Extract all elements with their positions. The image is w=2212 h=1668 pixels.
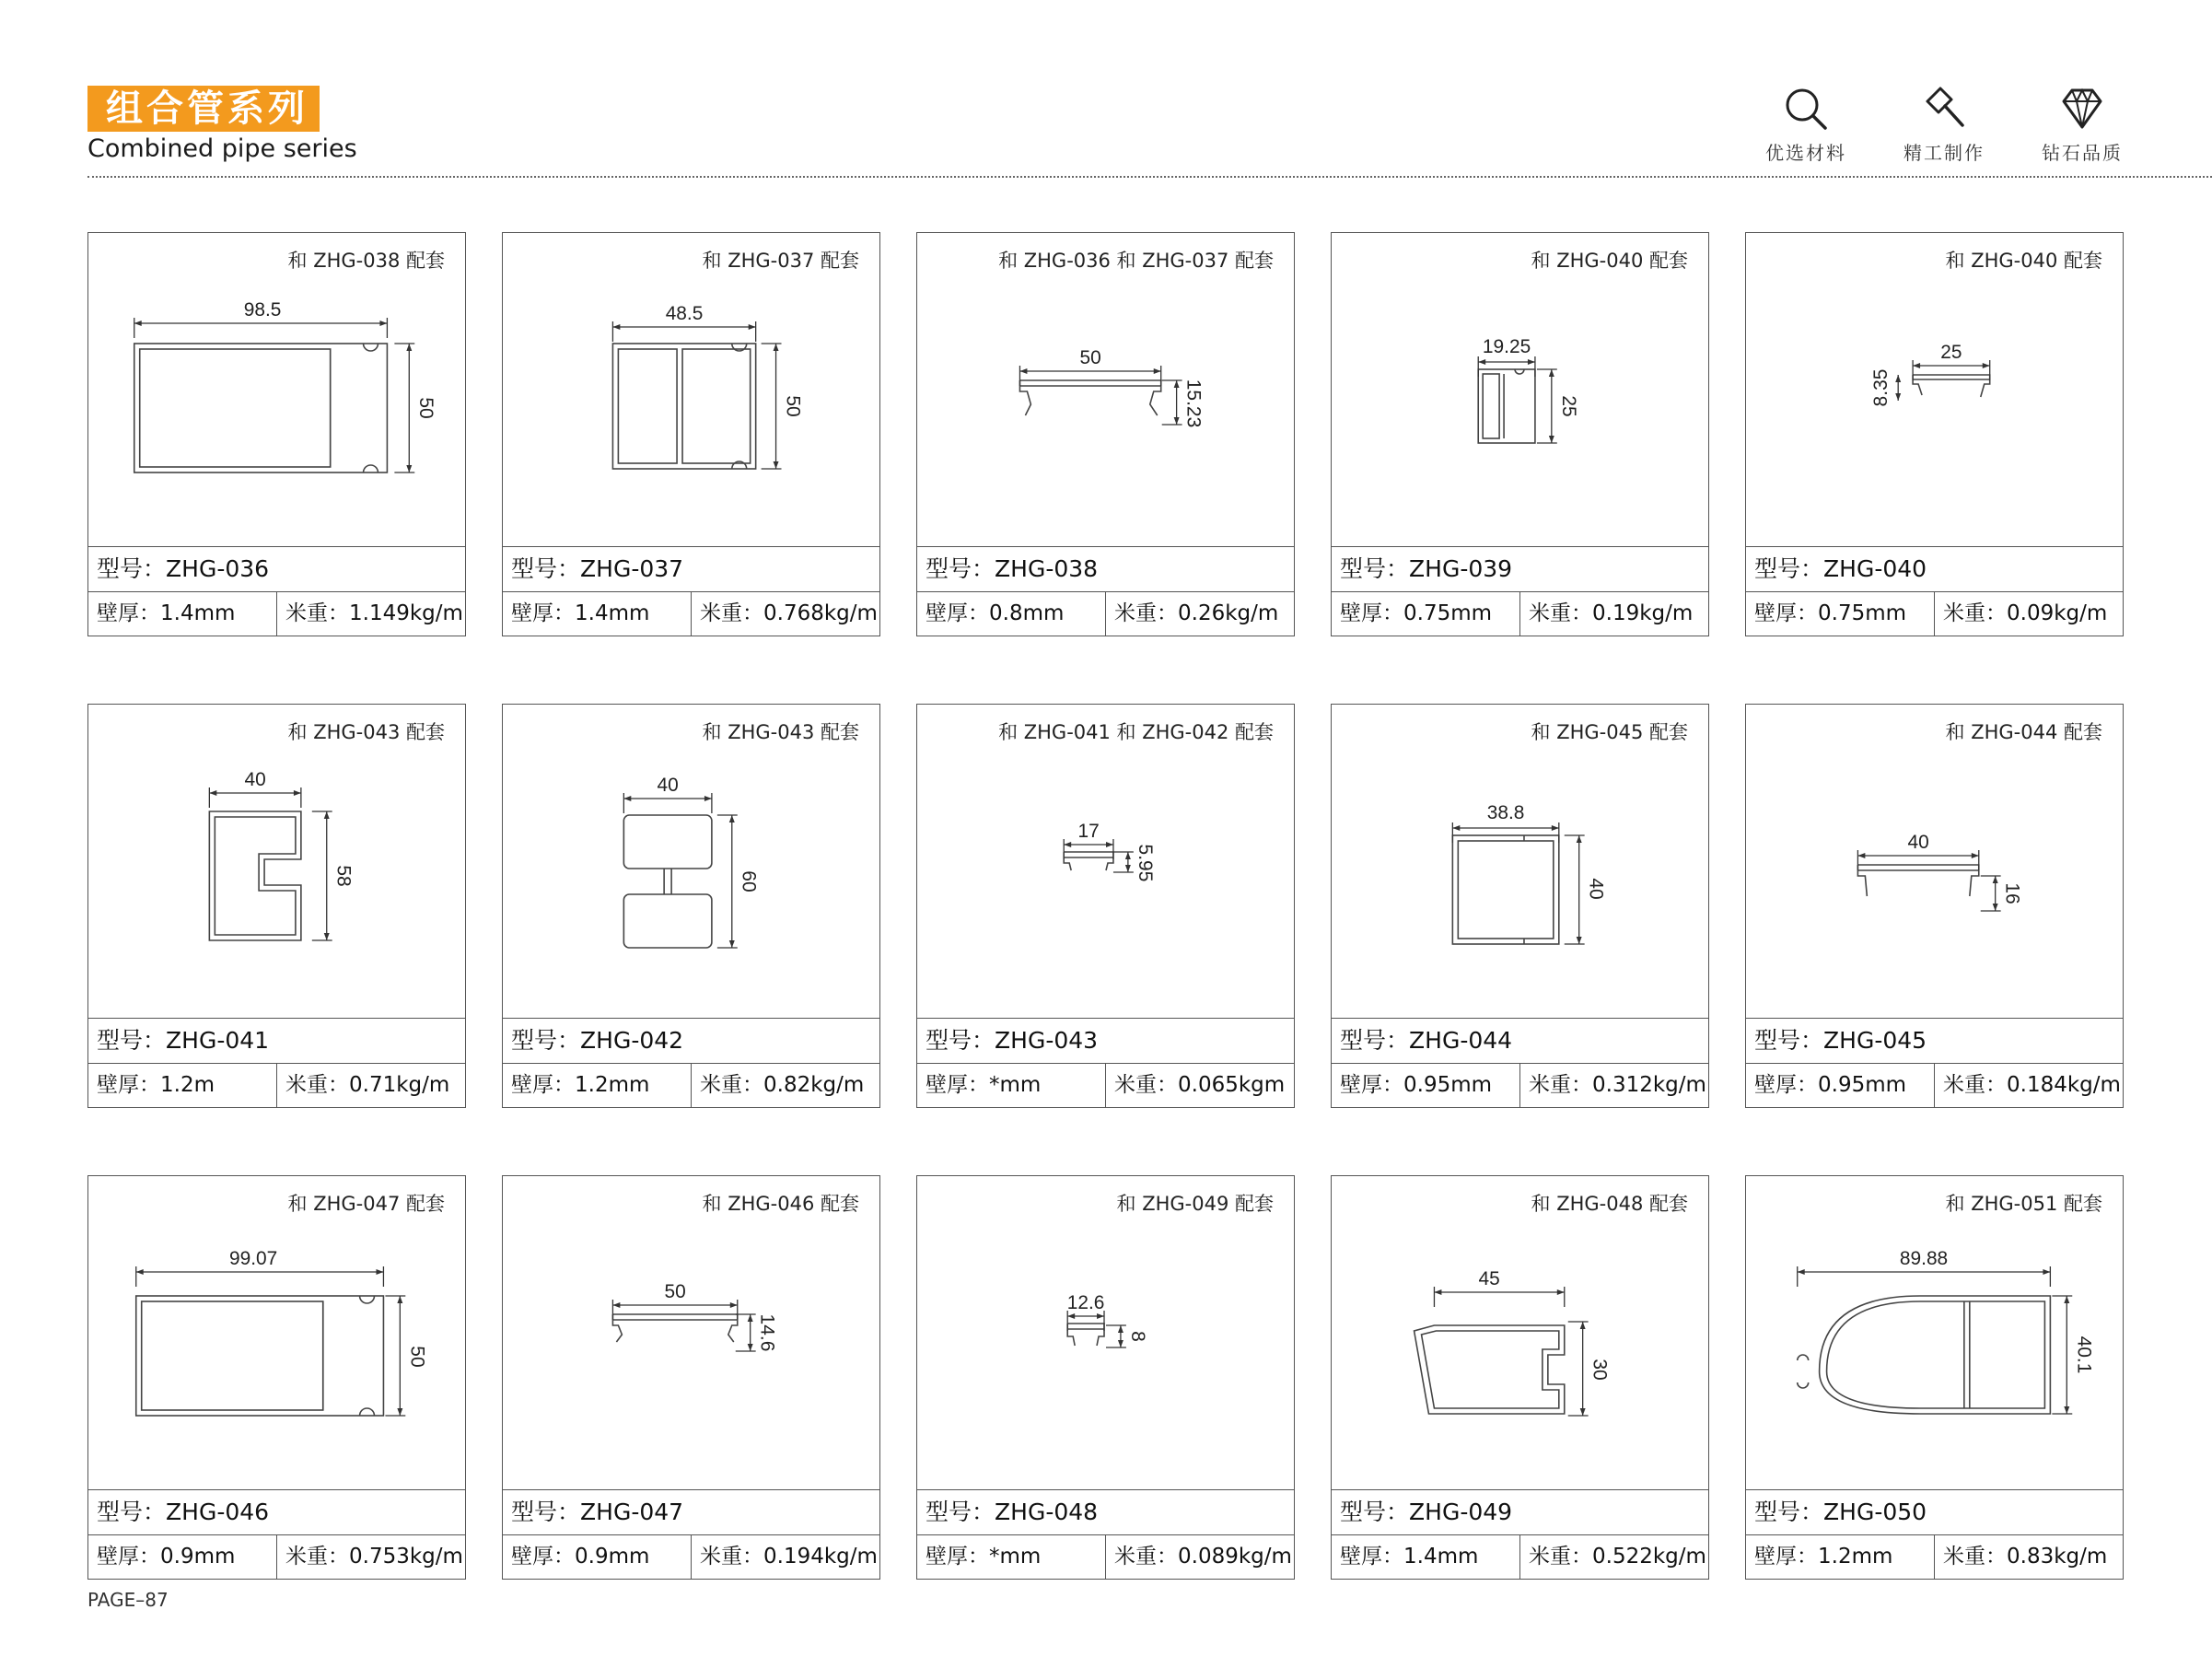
wall-label: 壁厚：: [1340, 601, 1403, 625]
spec-row: [503, 591, 879, 636]
spec-row: [503, 1534, 879, 1579]
profile-drawing: [917, 705, 1294, 1018]
dim-height: 50: [406, 1346, 428, 1368]
weight-label: 米重：: [700, 1545, 763, 1569]
model-number: ZHG-039: [1409, 555, 1513, 582]
dim-width: 45: [1478, 1267, 1500, 1290]
feature-label: 优选材料: [1765, 142, 1846, 164]
feature-label: 精工制作: [1903, 142, 1985, 164]
spec-row: [88, 591, 465, 636]
spec-row: [1746, 1063, 2123, 1107]
product-card: [87, 704, 466, 1108]
dim-width: 40: [657, 774, 679, 797]
product-card: [87, 1175, 466, 1580]
model-row: [1746, 546, 2123, 591]
meter-weight: [1520, 1064, 1708, 1107]
model-row: [1332, 1489, 1708, 1534]
match-note: 和 ZHG-037 配套: [702, 250, 859, 272]
product-card: [1331, 704, 1709, 1108]
spec-row: [1746, 1534, 2123, 1579]
meter-weight: [1935, 1535, 2123, 1579]
model-label: 型号：: [97, 1499, 167, 1525]
dim-width: 19.25: [1482, 335, 1531, 358]
dim-width: 12.6: [1066, 1291, 1105, 1314]
wall-label: 壁厚：: [511, 1545, 575, 1569]
model-number: ZHG-050: [1823, 1499, 1927, 1525]
spec-row: [88, 1063, 465, 1107]
model-row: [503, 1489, 879, 1534]
model-label: 型号：: [1340, 555, 1410, 582]
profile-drawing: [503, 705, 879, 1018]
profile-drawing: [1332, 233, 1708, 546]
dim-width: 50: [1079, 346, 1101, 369]
profile-drawing: [88, 705, 465, 1018]
weight-label: 米重：: [1529, 1073, 1592, 1097]
weight-value: 0.09kg/m: [2007, 601, 2108, 625]
weight-value: 0.768kg/m: [763, 601, 878, 625]
wall-thickness: [1746, 592, 1935, 636]
product-card: [916, 704, 1295, 1108]
wall-label: 壁厚：: [1754, 601, 1818, 625]
weight-value: 0.19kg/m: [1592, 601, 1694, 625]
model-row: [917, 1018, 1294, 1063]
match-note: 和 ZHG-047 配套: [287, 1193, 445, 1215]
wall-thickness: [88, 1535, 277, 1579]
meter-weight: [1520, 592, 1708, 636]
wall-value: 0.75mm: [1818, 601, 1907, 625]
wall-value: 0.9mm: [575, 1545, 650, 1569]
wall-label: 壁厚：: [97, 1545, 160, 1569]
profile-drawing: [503, 233, 879, 546]
dim-height: 50: [782, 395, 804, 417]
product-card: [1745, 232, 2124, 636]
weight-value: 0.753kg/m: [349, 1545, 463, 1569]
model-label: 型号：: [511, 1499, 581, 1525]
wall-value: 0.95mm: [1403, 1073, 1493, 1097]
dim-height: 14.6: [756, 1313, 778, 1352]
match-note: 和 ZHG-040 配套: [1531, 250, 1688, 272]
dim-width: 89.88: [1899, 1247, 1949, 1270]
meter-weight: [277, 1535, 465, 1579]
meter-weight: [1106, 1535, 1294, 1579]
product-card: [87, 232, 466, 636]
model-label: 型号：: [1754, 1499, 1824, 1525]
meter-weight: [692, 592, 879, 636]
wall-thickness: [503, 1535, 692, 1579]
search-icon: [1782, 85, 1830, 133]
wall-value: 1.4mm: [160, 601, 236, 625]
wall-thickness: [1332, 592, 1520, 636]
product-card: [502, 1175, 880, 1580]
spec-row: [503, 1063, 879, 1107]
model-number: ZHG-042: [580, 1027, 684, 1054]
wall-thickness: [88, 1064, 277, 1107]
weight-label: 米重：: [700, 1073, 763, 1097]
dim-height: 30: [1589, 1359, 1611, 1381]
wall-label: 壁厚：: [926, 1545, 989, 1569]
page-title-badge: 组合管系列: [87, 86, 320, 132]
model-label: 型号：: [1754, 1027, 1824, 1054]
profile-drawing: [1746, 1176, 2123, 1489]
meter-weight: [1106, 1064, 1294, 1107]
wall-thickness: [917, 1535, 1106, 1579]
weight-label: 米重：: [285, 1073, 349, 1097]
dim-height: 40.1: [2073, 1336, 2095, 1374]
wall-thickness: [1746, 1535, 1935, 1579]
product-card: [1331, 232, 1709, 636]
wall-thickness: [88, 592, 277, 636]
product-card: [1745, 704, 2124, 1108]
wall-value: 1.4mm: [1403, 1545, 1479, 1569]
weight-label: 米重：: [285, 1545, 349, 1569]
match-note: 和 ZHG-043 配套: [287, 721, 445, 743]
model-number: ZHG-043: [995, 1027, 1099, 1054]
spec-row: [1332, 1063, 1708, 1107]
profile-drawing: [917, 233, 1294, 546]
model-row: [88, 546, 465, 591]
weight-label: 米重：: [1529, 1545, 1592, 1569]
model-row: [88, 1018, 465, 1063]
weight-value: 0.82kg/m: [763, 1073, 865, 1097]
header-divider: [87, 176, 2212, 178]
wall-label: 壁厚：: [97, 1073, 160, 1097]
wall-label: 壁厚：: [511, 601, 575, 625]
wall-value: 1.2mm: [575, 1073, 650, 1097]
wall-value: *mm: [989, 1545, 1042, 1569]
model-number: ZHG-049: [1409, 1499, 1513, 1525]
model-number: ZHG-036: [166, 555, 270, 582]
match-note: 和 ZHG-038 配套: [287, 250, 445, 272]
dim-height: 8.35: [1870, 368, 1892, 407]
profile-drawing: [1332, 1176, 1708, 1489]
wall-value: 1.2mm: [1818, 1545, 1893, 1569]
spec-row: [88, 1534, 465, 1579]
model-number: ZHG-044: [1409, 1027, 1513, 1054]
model-row: [88, 1489, 465, 1534]
wall-label: 壁厚：: [1340, 1545, 1403, 1569]
weight-label: 米重：: [1114, 1073, 1178, 1097]
weight-value: 0.522kg/m: [1592, 1545, 1706, 1569]
diamond-icon: [2058, 85, 2106, 133]
model-label: 型号：: [97, 1027, 167, 1054]
model-label: 型号：: [926, 1499, 995, 1525]
meter-weight: [692, 1535, 879, 1579]
wall-value: 0.8mm: [989, 601, 1065, 625]
model-label: 型号：: [97, 555, 167, 582]
dim-width: 40: [244, 768, 266, 791]
model-row: [1332, 1018, 1708, 1063]
weight-value: 0.194kg/m: [763, 1545, 878, 1569]
model-label: 型号：: [926, 1027, 995, 1054]
dim-width: 17: [1077, 820, 1100, 843]
dim-width: 98.5: [243, 298, 282, 321]
weight-value: 0.065kgm: [1178, 1073, 1286, 1097]
wall-thickness: [1746, 1064, 1935, 1107]
profile-drawing: [1746, 705, 2123, 1018]
profile-drawing: [88, 233, 465, 546]
weight-value: 0.312kg/m: [1592, 1073, 1706, 1097]
model-row: [503, 546, 879, 591]
product-card: [916, 1175, 1295, 1580]
dim-width: 99.07: [228, 1247, 278, 1270]
dim-height: 5.95: [1134, 844, 1156, 882]
model-number: ZHG-040: [1823, 555, 1927, 582]
wall-label: 壁厚：: [926, 601, 989, 625]
model-row: [917, 1489, 1294, 1534]
weight-label: 米重：: [1943, 1545, 2007, 1569]
model-number: ZHG-041: [166, 1027, 270, 1054]
weight-value: 1.149kg/m: [349, 601, 463, 625]
product-card: [502, 232, 880, 636]
model-label: 型号：: [511, 555, 581, 582]
hammer-icon: [1920, 85, 1968, 133]
model-number: ZHG-037: [580, 555, 684, 582]
model-number: ZHG-048: [995, 1499, 1099, 1525]
model-number: ZHG-047: [580, 1499, 684, 1525]
weight-label: 米重：: [1529, 601, 1592, 625]
meter-weight: [1935, 1064, 2123, 1107]
weight-label: 米重：: [1114, 601, 1178, 625]
wall-thickness: [503, 1064, 692, 1107]
wall-label: 壁厚：: [1340, 1073, 1403, 1097]
match-note: 和 ZHG-049 配套: [1116, 1193, 1274, 1215]
meter-weight: [277, 1064, 465, 1107]
profile-drawing: [88, 1176, 465, 1489]
model-row: [503, 1018, 879, 1063]
feature-materials: [1737, 85, 1875, 165]
spec-row: [1746, 591, 2123, 636]
dim-height: 25: [1557, 395, 1579, 417]
product-card: [916, 232, 1295, 636]
dim-height: 40: [1585, 878, 1607, 900]
profile-drawing: [917, 1176, 1294, 1489]
model-number: ZHG-038: [995, 555, 1099, 582]
wall-value: 1.4mm: [575, 601, 650, 625]
dim-width: 48.5: [665, 302, 704, 325]
meter-weight: [1106, 592, 1294, 636]
wall-label: 壁厚：: [1754, 1545, 1818, 1569]
wall-value: 0.75mm: [1403, 601, 1493, 625]
model-row: [1332, 546, 1708, 591]
weight-label: 米重：: [1943, 601, 2007, 625]
dim-width: 50: [664, 1280, 686, 1303]
wall-value: 1.2m: [160, 1073, 215, 1097]
model-row: [1746, 1489, 2123, 1534]
profile-drawing: [1332, 705, 1708, 1018]
model-number: ZHG-046: [166, 1499, 270, 1525]
profile-drawing: [1746, 233, 2123, 546]
spec-row: [917, 1063, 1294, 1107]
meter-weight: [1520, 1535, 1708, 1579]
wall-thickness: [1332, 1064, 1520, 1107]
dim-height: 50: [415, 397, 437, 419]
model-row: [917, 546, 1294, 591]
dim-height: 60: [738, 870, 760, 892]
match-note: 和 ZHG-048 配套: [1531, 1193, 1688, 1215]
match-note: 和 ZHG-046 配套: [702, 1193, 859, 1215]
wall-value: 0.95mm: [1818, 1073, 1907, 1097]
feature-quality: [2013, 85, 2151, 165]
dim-height: 15.23: [1182, 379, 1205, 428]
dim-width: 40: [1907, 831, 1929, 854]
model-number: ZHG-045: [1823, 1027, 1927, 1054]
weight-value: 0.71kg/m: [349, 1073, 450, 1097]
match-note: 和 ZHG-040 配套: [1945, 250, 2102, 272]
match-note: 和 ZHG-036 和 ZHG-037 配套: [998, 250, 1274, 272]
wall-label: 壁厚：: [926, 1073, 989, 1097]
meter-weight: [1935, 592, 2123, 636]
match-note: 和 ZHG-043 配套: [702, 721, 859, 743]
model-label: 型号：: [926, 555, 995, 582]
weight-value: 0.089kg/m: [1178, 1545, 1292, 1569]
weight-label: 米重：: [1114, 1545, 1178, 1569]
product-card: [502, 704, 880, 1108]
wall-thickness: [917, 592, 1106, 636]
spec-row: [917, 1534, 1294, 1579]
dim-height: 16: [2001, 882, 2023, 904]
dim-width: 38.8: [1486, 801, 1525, 824]
model-label: 型号：: [511, 1027, 581, 1054]
spec-row: [917, 591, 1294, 636]
feature-craft: [1875, 85, 2013, 165]
product-card: [1331, 1175, 1709, 1580]
spec-row: [1332, 1534, 1708, 1579]
model-label: 型号：: [1340, 1027, 1410, 1054]
dim-height: 58: [332, 865, 355, 887]
profile-drawing: [503, 1176, 879, 1489]
wall-label: 壁厚：: [97, 601, 160, 625]
wall-value: *mm: [989, 1073, 1042, 1097]
match-note: 和 ZHG-045 配套: [1531, 721, 1688, 743]
wall-value: 0.9mm: [160, 1545, 236, 1569]
weight-label: 米重：: [285, 601, 349, 625]
feature-label: 钻石品质: [2042, 142, 2123, 164]
product-card: [1745, 1175, 2124, 1580]
dim-width: 25: [1940, 341, 1962, 364]
weight-value: 0.26kg/m: [1178, 601, 1279, 625]
model-label: 型号：: [1754, 555, 1824, 582]
dim-height: 8: [1126, 1331, 1148, 1342]
match-note: 和 ZHG-044 配套: [1945, 721, 2102, 743]
model-label: 型号：: [1340, 1499, 1410, 1525]
spec-row: [1332, 591, 1708, 636]
match-note: 和 ZHG-041 和 ZHG-042 配套: [998, 721, 1274, 743]
wall-thickness: [503, 592, 692, 636]
page-number: PAGE–87: [87, 1589, 169, 1611]
weight-value: 0.83kg/m: [2007, 1545, 2108, 1569]
page-subtitle: Combined pipe series: [87, 134, 357, 163]
weight-label: 米重：: [1943, 1073, 2007, 1097]
weight-label: 米重：: [700, 601, 763, 625]
meter-weight: [277, 592, 465, 636]
meter-weight: [692, 1064, 879, 1107]
wall-thickness: [917, 1064, 1106, 1107]
match-note: 和 ZHG-051 配套: [1945, 1193, 2102, 1215]
wall-label: 壁厚：: [511, 1073, 575, 1097]
weight-value: 0.184kg/m: [2007, 1073, 2121, 1097]
wall-label: 壁厚：: [1754, 1073, 1818, 1097]
wall-thickness: [1332, 1535, 1520, 1579]
model-row: [1746, 1018, 2123, 1063]
